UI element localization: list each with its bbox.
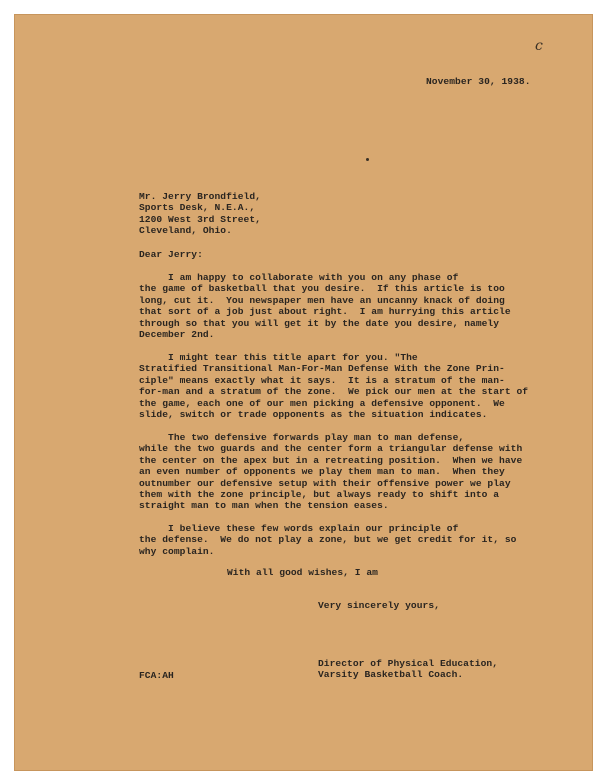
paragraph-3 bbox=[139, 432, 522, 512]
body-line: long, cut it. You newspaper men have an uncanny knack of doing bbox=[139, 294, 505, 306]
body-line: I might tear this title apart for you. "The bbox=[139, 352, 418, 363]
body-line: the center on the apex but in a retreating position. When we have bbox=[139, 454, 523, 466]
paragraph-4 bbox=[139, 523, 516, 557]
complimentary-close: Very sincerely yours, bbox=[318, 600, 440, 611]
title-line: Varsity Basketball Coach. bbox=[318, 669, 464, 681]
address-line: Cleveland, Ohio. bbox=[139, 225, 232, 237]
body-line: December 2nd. bbox=[139, 329, 215, 341]
body-line: ciple" means exactly what it says. It is a stratum of the man- bbox=[139, 374, 505, 386]
paragraph-1 bbox=[139, 272, 511, 340]
body-line: slide, switch or trade opponents as the situation indicates. bbox=[139, 409, 488, 421]
recipient-address bbox=[139, 191, 261, 237]
body-line: the defense. We do not play a zone, but we get credit for it, so bbox=[139, 534, 517, 546]
title-line: Director of Physical Education, bbox=[318, 658, 499, 669]
body-line: the game of basketball that you desire. If this article is too bbox=[139, 283, 505, 295]
body-line: for-man and a stratum of the zone. We pick our men at the start of bbox=[139, 386, 529, 398]
body-line: the game, each one of our men picking a defensive opponent. We bbox=[139, 397, 505, 409]
body-line: I believe these few words explain our principle of bbox=[139, 523, 459, 534]
paragraph-2 bbox=[139, 352, 528, 420]
salutation: Dear Jerry: bbox=[139, 249, 203, 260]
body-line: that sort of a job just about right. I am hurrying this article bbox=[139, 306, 511, 318]
address-line: 1200 West 3rd Street, bbox=[139, 213, 261, 225]
body-line: while the two guards and the center form a triangular defense with bbox=[139, 443, 523, 455]
letter-date: November 30, 1938. bbox=[426, 76, 531, 87]
address-line: Mr. Jerry Brondfield, bbox=[139, 191, 261, 202]
corner-handwritten-mark: c bbox=[535, 38, 543, 54]
stray-mark bbox=[366, 158, 369, 161]
closing-wish: With all good wishes, I am bbox=[227, 567, 378, 578]
body-line: through so that you will get it by the date you desire, namely bbox=[139, 317, 500, 329]
body-line: why complain. bbox=[139, 545, 215, 557]
body-line: an even number of opponents we play them man to man. When they bbox=[139, 466, 505, 478]
body-line: Stratified Transitional Man-For-Man Defense With the Zone Prin- bbox=[139, 363, 505, 375]
signature-title bbox=[318, 658, 498, 681]
body-line: straight man to man when the tension eases. bbox=[139, 500, 389, 512]
body-line: them with the zone principle, but always ready to shift into a bbox=[139, 489, 500, 501]
body-line: I am happy to collaborate with you on any phase of bbox=[139, 272, 459, 283]
body-line: The two defensive forwards play man to man defense, bbox=[139, 432, 465, 443]
typist-initials: FCA:AH bbox=[139, 670, 174, 681]
body-line: outnumber our defensive setup with their offensive power we play bbox=[139, 477, 511, 489]
address-line: Sports Desk, N.E.A., bbox=[139, 202, 256, 214]
